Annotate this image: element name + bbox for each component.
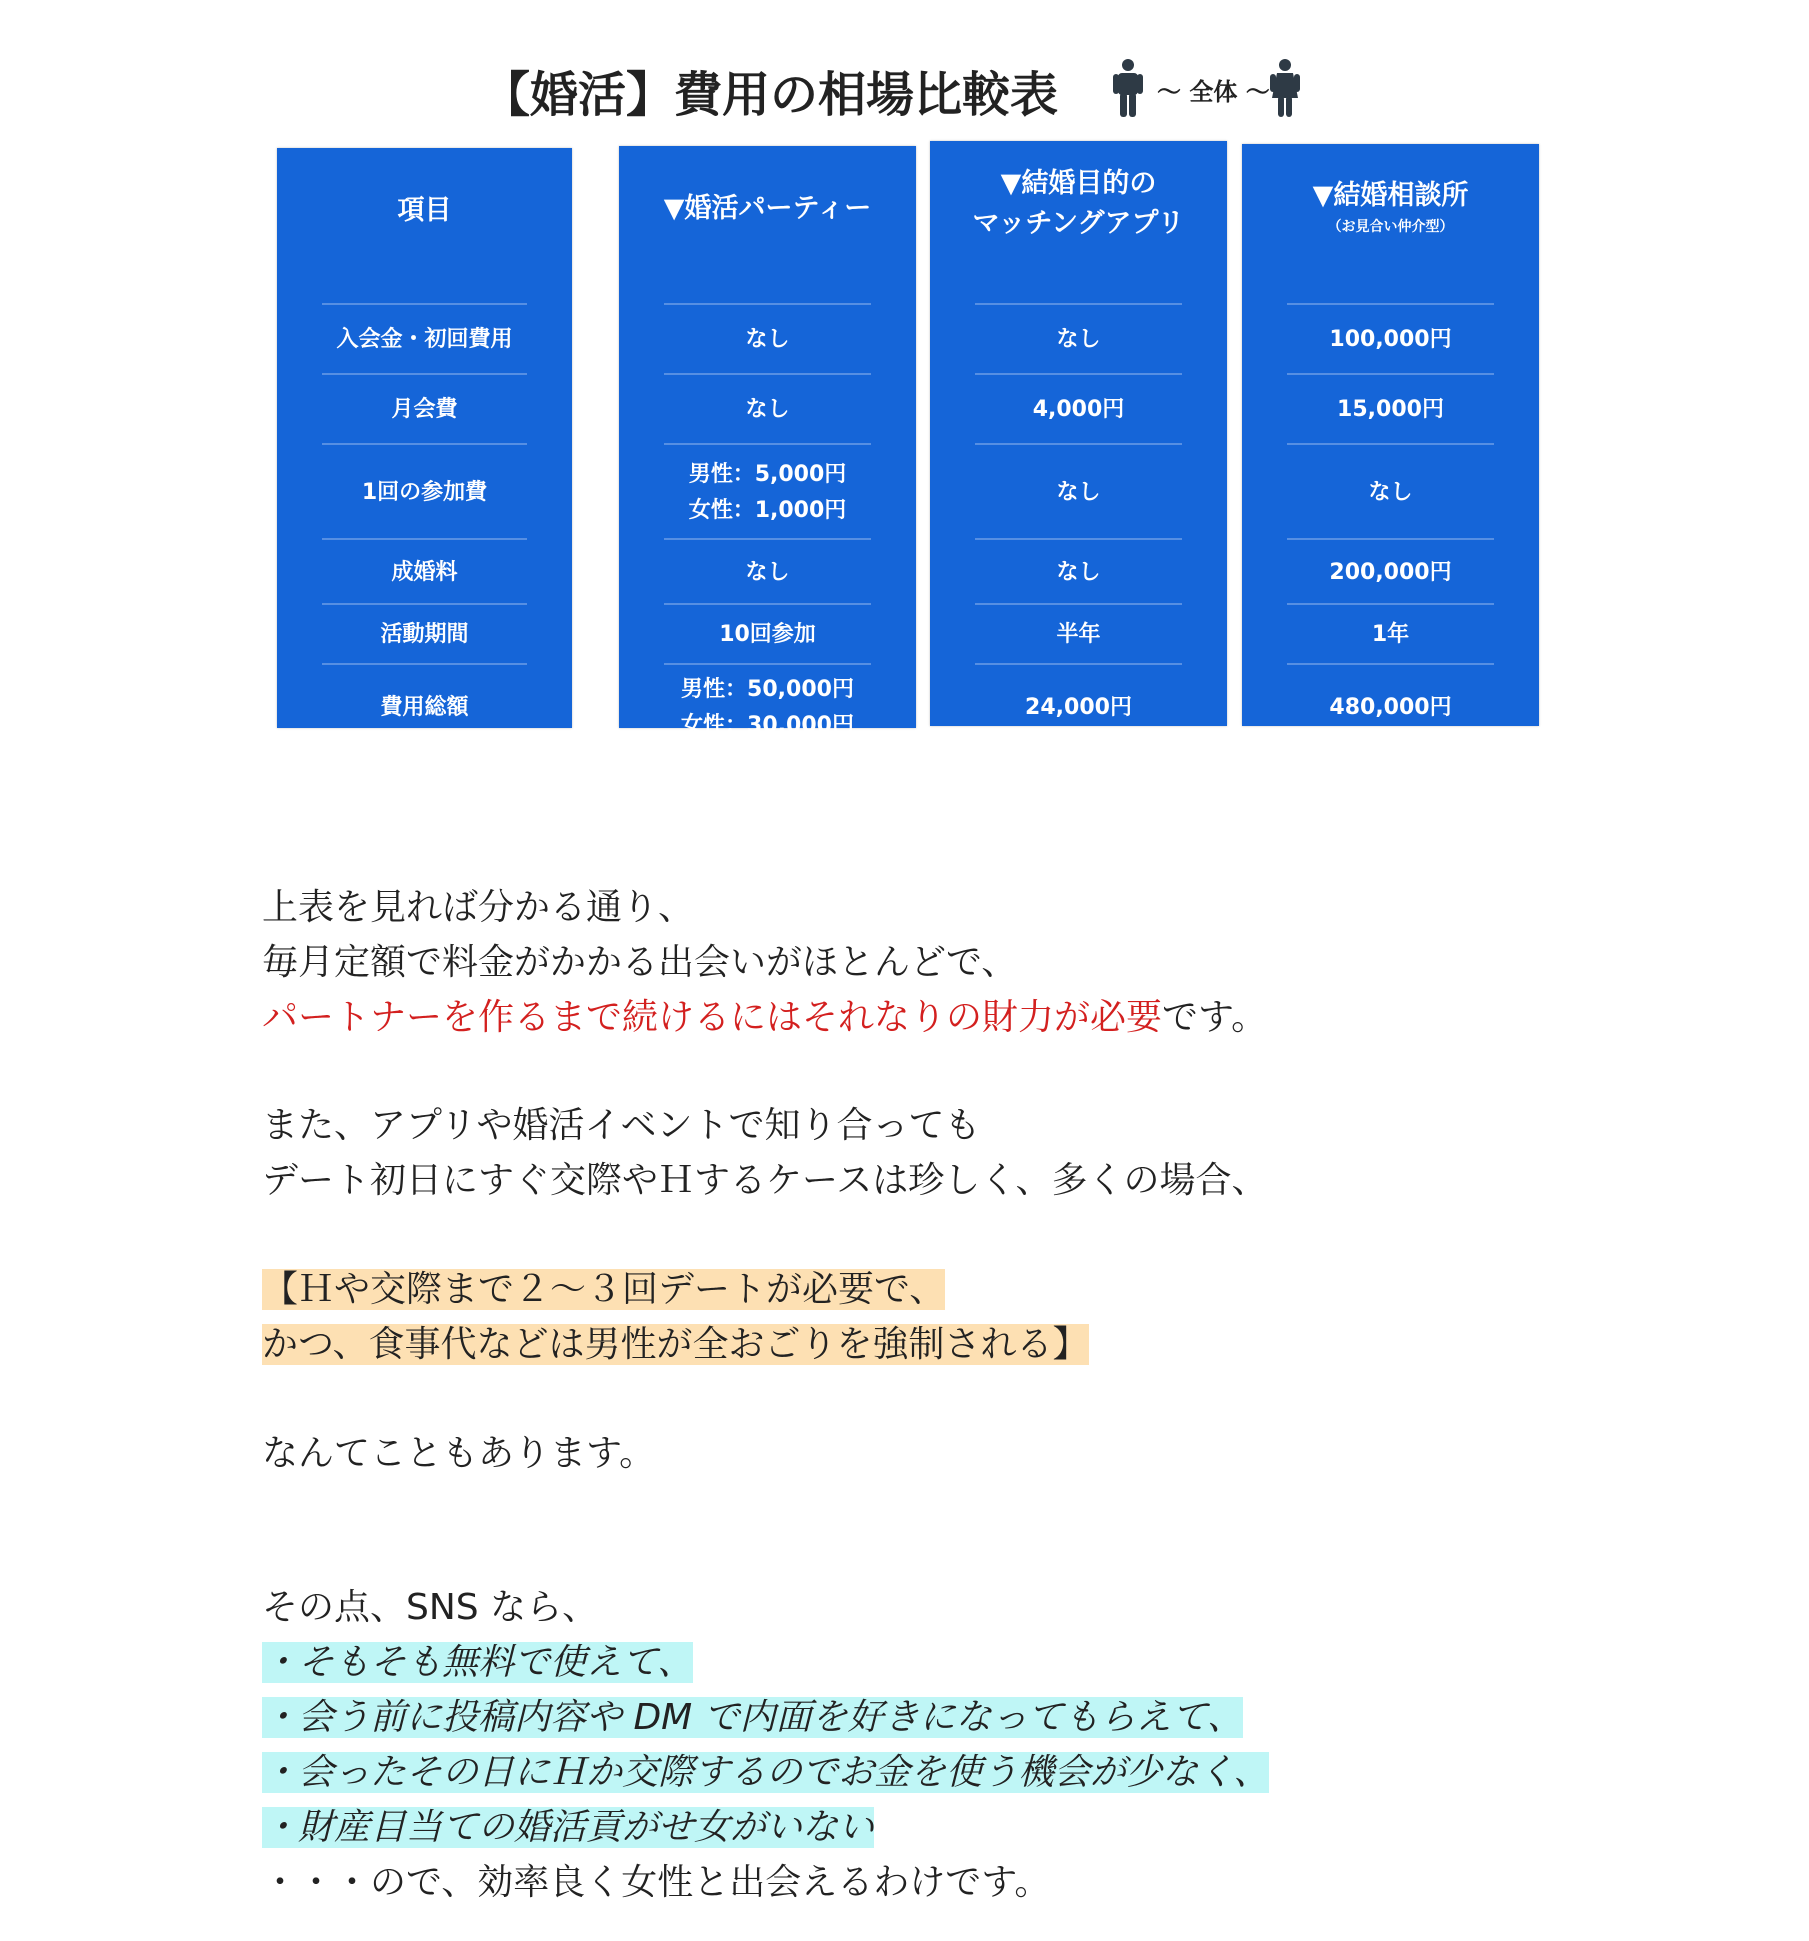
table-cell: 200,000円 xyxy=(1287,538,1494,605)
text-line xyxy=(262,1317,1089,1372)
table-cell: なし xyxy=(975,538,1182,605)
column-party xyxy=(619,146,916,738)
table-title: 【婚活】費用の相場比較表 xyxy=(482,67,1059,123)
column-matching-app xyxy=(930,141,1227,726)
bullet-line xyxy=(262,1635,1269,1690)
text-line: その点、SNS なら、 xyxy=(262,1587,599,1628)
table-cell: 費用総額 xyxy=(322,663,527,750)
cost-comparison-table xyxy=(257,38,1557,738)
column-header: 項目 xyxy=(397,194,452,226)
table-cell: 半年 xyxy=(975,603,1182,665)
text-line: 上表を見れば分かる通り、 xyxy=(262,887,695,928)
text-line xyxy=(262,1262,1089,1317)
table-cell: 4,000円 xyxy=(975,373,1182,445)
column-header: ▼婚活パーティー xyxy=(663,192,872,224)
paragraph-3-highlight xyxy=(262,1262,1089,1372)
table-cell: 月会費 xyxy=(322,373,527,445)
column-items xyxy=(277,148,572,728)
table-cell: 男性：50,000円 女性：30,000円 xyxy=(664,663,871,750)
column-header: ▼結婚相談所 （お見合い仲介型） xyxy=(1312,179,1469,235)
table-cell: 10回参加 xyxy=(664,603,871,665)
table-cell: 入会金・初回費用 xyxy=(322,303,527,375)
highlight-cyan: ・会ったその日にＨか交際するのでお金を使う機会が少なく、 xyxy=(262,1752,1270,1793)
table-cell: なし xyxy=(664,303,871,375)
table-cell: 成婚料 xyxy=(322,538,527,605)
table-cell: なし xyxy=(975,443,1182,540)
table-cell: 480,000円 xyxy=(1287,663,1494,750)
highlight-orange: 【Ｈや交際まで２〜３回デートが必要で、 xyxy=(262,1269,946,1310)
table-subtitle: 〜 全体 〜 xyxy=(1157,78,1270,106)
bullet-line xyxy=(262,1800,1269,1855)
text-line: また、アプリや婚活イベントで知り合っても xyxy=(262,1105,981,1146)
table-cell: 24,000円 xyxy=(975,663,1182,750)
text-line: パートナーを作るまで続けるにはそれなりの財力が必要です。 xyxy=(262,997,1268,1038)
table-cell: なし xyxy=(1287,443,1494,540)
table-cell: 15,000円 xyxy=(1287,373,1494,445)
table-cell: 活動期間 xyxy=(322,603,527,665)
table-cell: 1回の参加費 xyxy=(322,443,527,540)
bullet-line xyxy=(262,1690,1269,1745)
table-cell: 1年 xyxy=(1287,603,1494,665)
bullet-line xyxy=(262,1745,1269,1800)
table-cell: 100,000円 xyxy=(1287,303,1494,375)
table-cell: なし xyxy=(664,373,871,445)
female-person-icon xyxy=(1267,58,1303,118)
highlight-cyan: ・そもそも無料で使えて、 xyxy=(262,1642,694,1683)
column-header: ▼結婚目的の マッチングアプリ xyxy=(972,167,1185,239)
table-title-row xyxy=(257,38,1557,138)
column-marriage-agency xyxy=(1242,144,1539,726)
paragraph-1 xyxy=(262,880,1267,1045)
paragraph-4 xyxy=(262,1426,655,1481)
paragraph-2 xyxy=(262,1098,1267,1208)
highlight-cyan: ・財産目当ての婚活貢がせ女がいない xyxy=(262,1807,875,1848)
table-cell: なし xyxy=(664,538,871,605)
table-cell: 男性：5,000円 女性：1,000円 xyxy=(664,443,871,540)
highlight-cyan: ・会う前に投稿内容や DM で内面を好きになってもらえて、 xyxy=(262,1697,1243,1738)
text-line: なんてこともあります。 xyxy=(262,1433,656,1474)
paragraph-5 xyxy=(262,1580,1269,1910)
male-person-icon xyxy=(1110,58,1146,118)
highlight-orange: かつ、食事代などは男性が全おごりを強制される】 xyxy=(262,1324,1089,1365)
text-line: デート初日にすぐ交際やＨするケースは珍しく、多くの場合、 xyxy=(262,1160,1268,1201)
emphasis-red: パートナーを作るまで続けるにはそれなりの財力が必要 xyxy=(262,997,1163,1038)
table-cell: なし xyxy=(975,303,1182,375)
text-line: ・・・ので、効率良く女性と出会えるわけです。 xyxy=(262,1862,1051,1903)
text-line: 毎月定額で料金がかかる出会いがほとんどで、 xyxy=(262,942,1018,983)
